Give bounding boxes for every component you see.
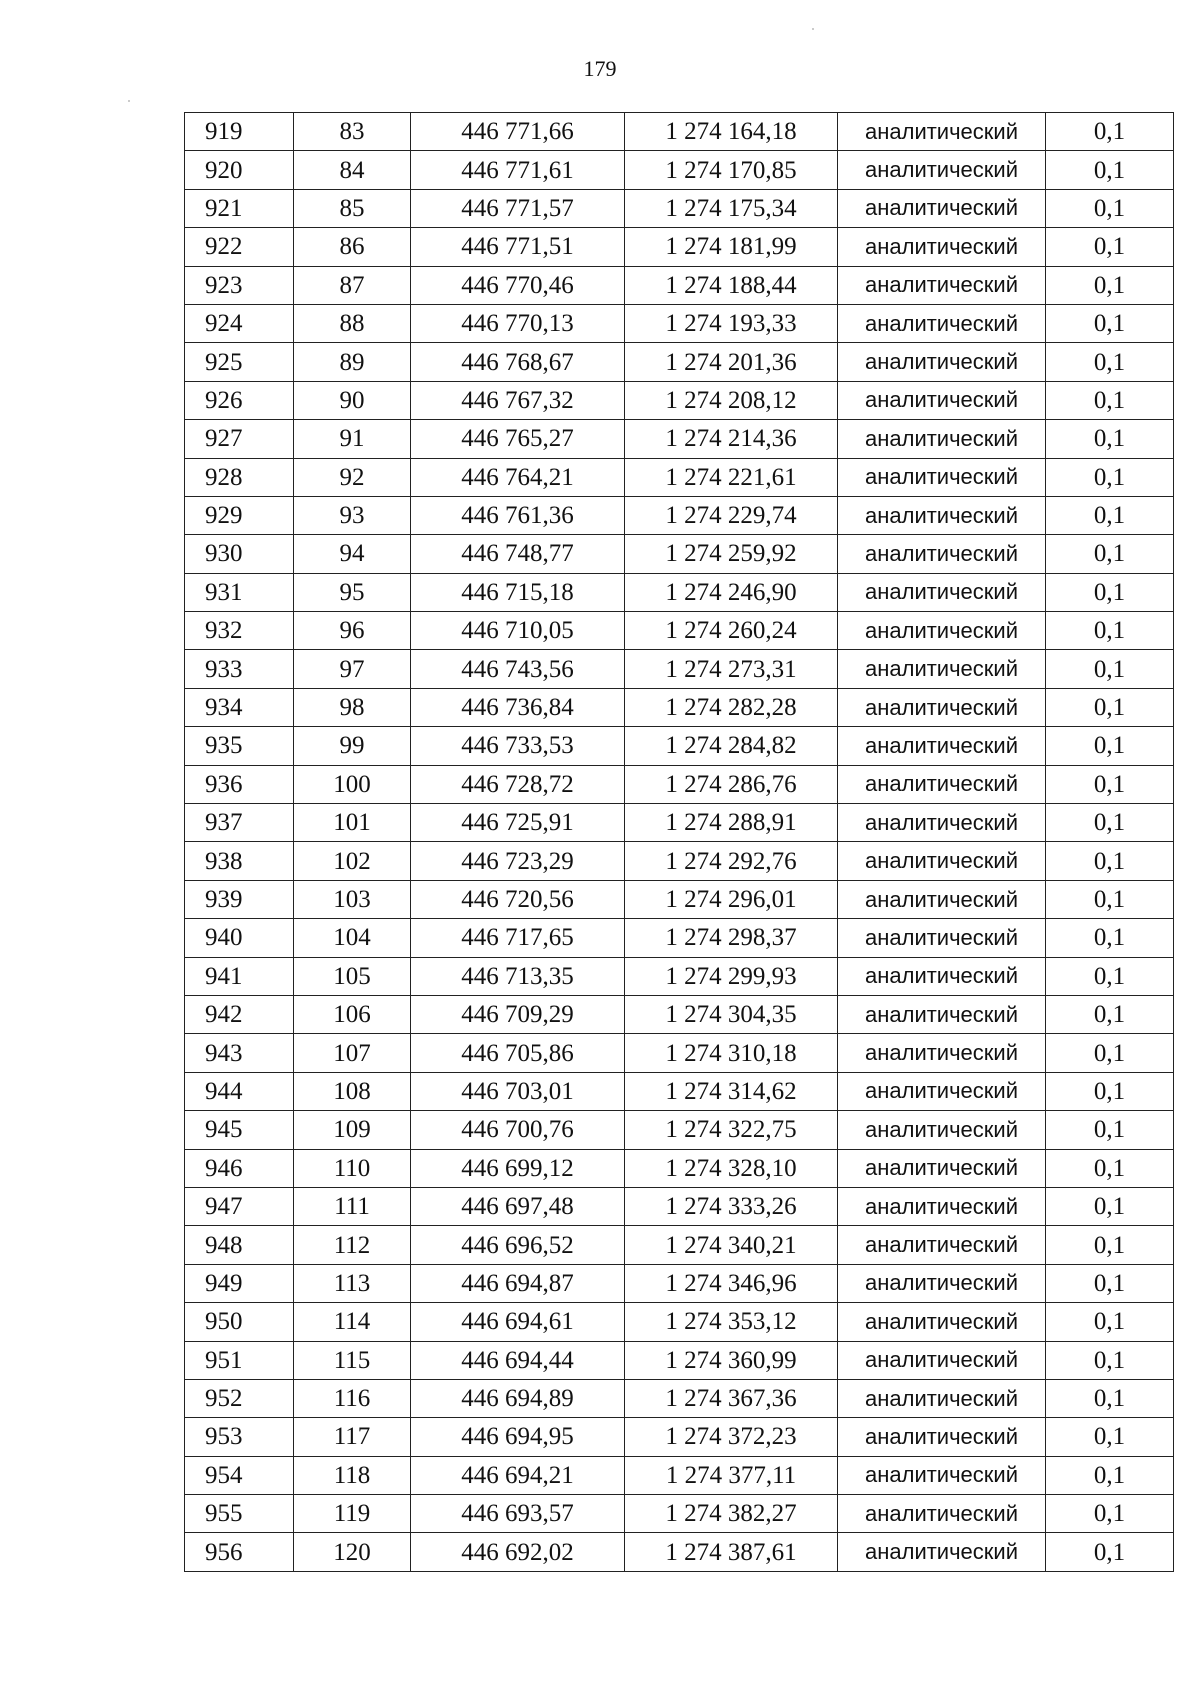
point-number-cell: 84 [294,151,411,189]
y-coordinate-cell: 1 274 286,76 [625,765,838,803]
accuracy-cell: 0,1 [1046,612,1174,650]
x-coordinate-cell: 446 692,02 [411,1533,625,1571]
table-row [185,1303,1174,1341]
row-number-cell: 938 [185,842,294,880]
y-coordinate-cell: 1 274 170,85 [625,151,838,189]
x-coordinate-cell: 446 709,29 [411,995,625,1033]
y-coordinate-cell: 1 274 299,93 [625,957,838,995]
row-number-cell: 932 [185,612,294,650]
table-row [185,919,1174,957]
x-coordinate-cell: 446 761,36 [411,496,625,534]
method-cell: аналитический [838,573,1046,611]
table-row [185,1341,1174,1379]
x-coordinate-cell: 446 743,56 [411,650,625,688]
point-number-cell: 119 [294,1495,411,1533]
y-coordinate-cell: 1 274 164,18 [625,113,838,151]
row-number-cell: 951 [185,1341,294,1379]
row-number-cell: 955 [185,1495,294,1533]
table-row [185,880,1174,918]
x-coordinate-cell: 446 723,29 [411,842,625,880]
x-coordinate-cell: 446 771,61 [411,151,625,189]
point-number-cell: 94 [294,535,411,573]
method-cell: аналитический [838,804,1046,842]
row-number-cell: 931 [185,573,294,611]
coordinates-table [184,112,1174,1572]
accuracy-cell: 0,1 [1046,1341,1174,1379]
point-number-cell: 97 [294,650,411,688]
point-number-cell: 85 [294,189,411,227]
table-row [185,1034,1174,1072]
accuracy-cell: 0,1 [1046,458,1174,496]
point-number-cell: 92 [294,458,411,496]
accuracy-cell: 0,1 [1046,842,1174,880]
point-number-cell: 104 [294,919,411,957]
row-number-cell: 925 [185,343,294,381]
accuracy-cell: 0,1 [1046,266,1174,304]
table-row [185,727,1174,765]
method-cell: аналитический [838,228,1046,266]
accuracy-cell: 0,1 [1046,650,1174,688]
row-number-cell: 950 [185,1303,294,1341]
table-row [185,1456,1174,1494]
x-coordinate-cell: 446 694,89 [411,1379,625,1417]
row-number-cell: 941 [185,957,294,995]
point-number-cell: 100 [294,765,411,803]
table-row [185,1418,1174,1456]
point-number-cell: 91 [294,420,411,458]
y-coordinate-cell: 1 274 282,28 [625,688,838,726]
point-number-cell: 103 [294,880,411,918]
point-number-cell: 106 [294,995,411,1033]
accuracy-cell: 0,1 [1046,1533,1174,1571]
table-row [185,151,1174,189]
row-number-cell: 940 [185,919,294,957]
table-row [185,957,1174,995]
row-number-cell: 927 [185,420,294,458]
method-cell: аналитический [838,765,1046,803]
method-cell: аналитический [838,343,1046,381]
page-number: 179 [583,56,617,81]
point-number-cell: 110 [294,1149,411,1187]
method-cell: аналитический [838,1533,1046,1571]
table-row [185,228,1174,266]
accuracy-cell: 0,1 [1046,1495,1174,1533]
accuracy-cell: 0,1 [1046,343,1174,381]
y-coordinate-cell: 1 274 292,76 [625,842,838,880]
accuracy-cell: 0,1 [1046,113,1174,151]
table-row [185,573,1174,611]
method-cell: аналитический [838,1034,1046,1072]
accuracy-cell: 0,1 [1046,189,1174,227]
row-number-cell: 936 [185,765,294,803]
point-number-cell: 88 [294,304,411,342]
table-row [185,189,1174,227]
table-row [185,842,1174,880]
x-coordinate-cell: 446 696,52 [411,1226,625,1264]
method-cell: аналитический [838,1111,1046,1149]
row-number-cell: 942 [185,995,294,1033]
method-cell: аналитический [838,727,1046,765]
accuracy-cell: 0,1 [1046,919,1174,957]
method-cell: аналитический [838,1418,1046,1456]
method-cell: аналитический [838,688,1046,726]
point-number-cell: 111 [294,1187,411,1225]
table-row [185,612,1174,650]
x-coordinate-cell: 446 770,13 [411,304,625,342]
y-coordinate-cell: 1 274 360,99 [625,1341,838,1379]
y-coordinate-cell: 1 274 346,96 [625,1264,838,1302]
point-number-cell: 86 [294,228,411,266]
accuracy-cell: 0,1 [1046,228,1174,266]
table-row [185,1111,1174,1149]
row-number-cell: 926 [185,381,294,419]
accuracy-cell: 0,1 [1046,1264,1174,1302]
row-number-cell: 934 [185,688,294,726]
x-coordinate-cell: 446 697,48 [411,1187,625,1225]
x-coordinate-cell: 446 700,76 [411,1111,625,1149]
method-cell: аналитический [838,995,1046,1033]
method-cell: аналитический [838,266,1046,304]
row-number-cell: 919 [185,113,294,151]
y-coordinate-cell: 1 274 208,12 [625,381,838,419]
row-number-cell: 937 [185,804,294,842]
point-number-cell: 108 [294,1072,411,1110]
method-cell: аналитический [838,957,1046,995]
point-number-cell: 120 [294,1533,411,1571]
method-cell: аналитический [838,535,1046,573]
x-coordinate-cell: 446 771,66 [411,113,625,151]
method-cell: аналитический [838,189,1046,227]
point-number-cell: 87 [294,266,411,304]
x-coordinate-cell: 446 693,57 [411,1495,625,1533]
accuracy-cell: 0,1 [1046,1072,1174,1110]
row-number-cell: 923 [185,266,294,304]
point-number-cell: 105 [294,957,411,995]
x-coordinate-cell: 446 728,72 [411,765,625,803]
row-number-cell: 944 [185,1072,294,1110]
method-cell: аналитический [838,458,1046,496]
point-number-cell: 109 [294,1111,411,1149]
point-number-cell: 102 [294,842,411,880]
accuracy-cell: 0,1 [1046,1418,1174,1456]
row-number-cell: 954 [185,1456,294,1494]
accuracy-cell: 0,1 [1046,957,1174,995]
method-cell: аналитический [838,1264,1046,1302]
table-row [185,995,1174,1033]
point-number-cell: 107 [294,1034,411,1072]
x-coordinate-cell: 446 725,91 [411,804,625,842]
row-number-cell: 928 [185,458,294,496]
method-cell: аналитический [838,919,1046,957]
point-number-cell: 115 [294,1341,411,1379]
x-coordinate-cell: 446 694,61 [411,1303,625,1341]
accuracy-cell: 0,1 [1046,1226,1174,1264]
point-number-cell: 89 [294,343,411,381]
y-coordinate-cell: 1 274 259,92 [625,535,838,573]
method-cell: аналитический [838,151,1046,189]
accuracy-cell: 0,1 [1046,573,1174,611]
row-number-cell: 956 [185,1533,294,1571]
x-coordinate-cell: 446 765,27 [411,420,625,458]
point-number-cell: 112 [294,1226,411,1264]
scan-speck [128,100,130,102]
method-cell: аналитический [838,1303,1046,1341]
table-row [185,304,1174,342]
accuracy-cell: 0,1 [1046,1111,1174,1149]
x-coordinate-cell: 446 748,77 [411,535,625,573]
row-number-cell: 929 [185,496,294,534]
row-number-cell: 935 [185,727,294,765]
point-number-cell: 96 [294,612,411,650]
y-coordinate-cell: 1 274 188,44 [625,266,838,304]
accuracy-cell: 0,1 [1046,420,1174,458]
accuracy-cell: 0,1 [1046,688,1174,726]
accuracy-cell: 0,1 [1046,151,1174,189]
y-coordinate-cell: 1 274 328,10 [625,1149,838,1187]
y-coordinate-cell: 1 274 284,82 [625,727,838,765]
method-cell: аналитический [838,1187,1046,1225]
table-row [185,113,1174,151]
table-row [185,266,1174,304]
accuracy-cell: 0,1 [1046,1187,1174,1225]
table-row [185,650,1174,688]
method-cell: аналитический [838,1149,1046,1187]
table-row [185,420,1174,458]
x-coordinate-cell: 446 703,01 [411,1072,625,1110]
method-cell: аналитический [838,113,1046,151]
method-cell: аналитический [838,381,1046,419]
y-coordinate-cell: 1 274 229,74 [625,496,838,534]
y-coordinate-cell: 1 274 193,33 [625,304,838,342]
table-row [185,765,1174,803]
y-coordinate-cell: 1 274 288,91 [625,804,838,842]
point-number-cell: 118 [294,1456,411,1494]
accuracy-cell: 0,1 [1046,535,1174,573]
point-number-cell: 83 [294,113,411,151]
method-cell: аналитический [838,1226,1046,1264]
x-coordinate-cell: 446 736,84 [411,688,625,726]
method-cell: аналитический [838,1379,1046,1417]
y-coordinate-cell: 1 274 377,11 [625,1456,838,1494]
y-coordinate-cell: 1 274 367,36 [625,1379,838,1417]
point-number-cell: 113 [294,1264,411,1302]
table-row [185,1149,1174,1187]
accuracy-cell: 0,1 [1046,1034,1174,1072]
point-number-cell: 114 [294,1303,411,1341]
point-number-cell: 99 [294,727,411,765]
row-number-cell: 947 [185,1187,294,1225]
accuracy-cell: 0,1 [1046,804,1174,842]
y-coordinate-cell: 1 274 314,62 [625,1072,838,1110]
x-coordinate-cell: 446 720,56 [411,880,625,918]
table-row [185,1533,1174,1571]
row-number-cell: 953 [185,1418,294,1456]
x-coordinate-cell: 446 764,21 [411,458,625,496]
table-row [185,688,1174,726]
method-cell: аналитический [838,612,1046,650]
y-coordinate-cell: 1 274 214,36 [625,420,838,458]
y-coordinate-cell: 1 274 333,26 [625,1187,838,1225]
method-cell: аналитический [838,1341,1046,1379]
row-number-cell: 945 [185,1111,294,1149]
row-number-cell: 920 [185,151,294,189]
row-number-cell: 952 [185,1379,294,1417]
y-coordinate-cell: 1 274 175,34 [625,189,838,227]
method-cell: аналитический [838,1456,1046,1494]
x-coordinate-cell: 446 710,05 [411,612,625,650]
table-row [185,458,1174,496]
y-coordinate-cell: 1 274 387,61 [625,1533,838,1571]
x-coordinate-cell: 446 768,67 [411,343,625,381]
table-row [185,1072,1174,1110]
point-number-cell: 93 [294,496,411,534]
accuracy-cell: 0,1 [1046,765,1174,803]
y-coordinate-cell: 1 274 273,31 [625,650,838,688]
table-row [185,343,1174,381]
method-cell: аналитический [838,1072,1046,1110]
y-coordinate-cell: 1 274 298,37 [625,919,838,957]
method-cell: аналитический [838,304,1046,342]
table-row [185,1495,1174,1533]
x-coordinate-cell: 446 733,53 [411,727,625,765]
accuracy-cell: 0,1 [1046,1303,1174,1341]
y-coordinate-cell: 1 274 296,01 [625,880,838,918]
row-number-cell: 948 [185,1226,294,1264]
table-row [185,1264,1174,1302]
accuracy-cell: 0,1 [1046,1149,1174,1187]
y-coordinate-cell: 1 274 221,61 [625,458,838,496]
x-coordinate-cell: 446 715,18 [411,573,625,611]
point-number-cell: 101 [294,804,411,842]
y-coordinate-cell: 1 274 382,27 [625,1495,838,1533]
point-number-cell: 90 [294,381,411,419]
x-coordinate-cell: 446 767,32 [411,381,625,419]
point-number-cell: 116 [294,1379,411,1417]
table-row [185,1379,1174,1417]
row-number-cell: 922 [185,228,294,266]
row-number-cell: 943 [185,1034,294,1072]
row-number-cell: 924 [185,304,294,342]
row-number-cell: 930 [185,535,294,573]
point-number-cell: 98 [294,688,411,726]
accuracy-cell: 0,1 [1046,995,1174,1033]
y-coordinate-cell: 1 274 246,90 [625,573,838,611]
y-coordinate-cell: 1 274 372,23 [625,1418,838,1456]
x-coordinate-cell: 446 705,86 [411,1034,625,1072]
y-coordinate-cell: 1 274 181,99 [625,228,838,266]
row-number-cell: 949 [185,1264,294,1302]
accuracy-cell: 0,1 [1046,304,1174,342]
method-cell: аналитический [838,650,1046,688]
table-row [185,496,1174,534]
scan-speck [812,28,814,30]
method-cell: аналитический [838,880,1046,918]
y-coordinate-cell: 1 274 260,24 [625,612,838,650]
x-coordinate-cell: 446 694,87 [411,1264,625,1302]
accuracy-cell: 0,1 [1046,1456,1174,1494]
x-coordinate-cell: 446 713,35 [411,957,625,995]
x-coordinate-cell: 446 771,57 [411,189,625,227]
x-coordinate-cell: 446 717,65 [411,919,625,957]
y-coordinate-cell: 1 274 353,12 [625,1303,838,1341]
y-coordinate-cell: 1 274 310,18 [625,1034,838,1072]
x-coordinate-cell: 446 770,46 [411,266,625,304]
table-row [185,381,1174,419]
y-coordinate-cell: 1 274 304,35 [625,995,838,1033]
row-number-cell: 939 [185,880,294,918]
y-coordinate-cell: 1 274 340,21 [625,1226,838,1264]
accuracy-cell: 0,1 [1046,880,1174,918]
method-cell: аналитический [838,496,1046,534]
x-coordinate-cell: 446 694,95 [411,1418,625,1456]
row-number-cell: 933 [185,650,294,688]
row-number-cell: 921 [185,189,294,227]
accuracy-cell: 0,1 [1046,381,1174,419]
x-coordinate-cell: 446 694,21 [411,1456,625,1494]
method-cell: аналитический [838,420,1046,458]
method-cell: аналитический [838,842,1046,880]
x-coordinate-cell: 446 699,12 [411,1149,625,1187]
y-coordinate-cell: 1 274 322,75 [625,1111,838,1149]
method-cell: аналитический [838,1495,1046,1533]
table-row [185,1187,1174,1225]
accuracy-cell: 0,1 [1046,496,1174,534]
accuracy-cell: 0,1 [1046,1379,1174,1417]
row-number-cell: 946 [185,1149,294,1187]
coordinates-table-body [185,113,1174,1572]
point-number-cell: 117 [294,1418,411,1456]
table-row [185,535,1174,573]
x-coordinate-cell: 446 771,51 [411,228,625,266]
x-coordinate-cell: 446 694,44 [411,1341,625,1379]
y-coordinate-cell: 1 274 201,36 [625,343,838,381]
point-number-cell: 95 [294,573,411,611]
accuracy-cell: 0,1 [1046,727,1174,765]
table-row [185,804,1174,842]
table-row [185,1226,1174,1264]
